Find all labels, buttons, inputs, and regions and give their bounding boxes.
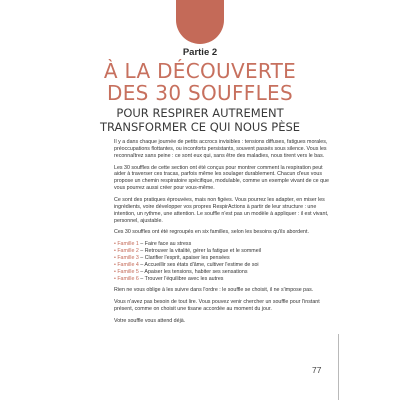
paragraph-practices: Ce sont des pratiques éprouvées, mais non figées. Vous pourrez les adapter, en miser les ingrédients, voire développer vos propres RespirActions à partir de leur structure : une intention, un rythme, une attention. Le souffle n'est pas un modèle à appliquer : il est vivant, personnel, ajustable. bbox=[114, 196, 329, 224]
family-text: – Clarifier l'esprit, apaiser les pensées bbox=[138, 254, 230, 261]
family-item bbox=[114, 269, 330, 276]
paragraph-section: Les 30 souffles de cette section ont été conçus pour montrer comment la respiration peut aider à traverser ces tracas, parfois même les soulager durablement. Chacun d'eux vous propose un chemin respiratoire spécifique, modulable, comme un exemple vivant de ce que vous pourrez aussi créer pour vous-même. bbox=[114, 164, 329, 192]
paragraph-order: Rien ne vous oblige à les suivre dans l'ordre : le souffle se choisit, il ne s'impose pas. bbox=[114, 287, 314, 294]
margin-rule bbox=[338, 334, 339, 400]
family-text: – Retrouver la vitalité, gérer la fatigue et le sommeil bbox=[138, 247, 262, 254]
family-item bbox=[114, 255, 330, 262]
part-label: Partie 2 bbox=[182, 47, 218, 58]
family-label: • Famille 4 bbox=[114, 261, 139, 268]
body-text bbox=[114, 139, 330, 329]
family-item bbox=[114, 241, 330, 248]
chapter-tab bbox=[176, 0, 224, 44]
family-label: • Famille 2 bbox=[114, 247, 139, 254]
family-item bbox=[114, 276, 330, 283]
family-label: • Famille 5 bbox=[114, 268, 139, 275]
subtitle-line-1: POUR RESPIRER AUTREMENT bbox=[116, 106, 284, 120]
paragraph-families-intro: Ces 30 souffles ont été regroupés en six familles, selon les besoins qu'ils abordent. bbox=[114, 229, 309, 236]
family-text: – Trouver l'équilibre avec les autres bbox=[138, 275, 224, 282]
family-label: • Famille 3 bbox=[114, 254, 139, 261]
page-number: 77 bbox=[312, 365, 322, 375]
family-text: – Apaiser les tensions, habiter ses sensations bbox=[138, 268, 248, 275]
family-item bbox=[114, 262, 330, 269]
title-line-2: DES 30 SOUFFLES bbox=[107, 81, 293, 105]
subtitle-line-2: TRANSFORMER CE QUI NOUS PÈSE bbox=[99, 120, 301, 134]
paragraph-closing: Votre souffle vous attend déjà. bbox=[114, 317, 186, 324]
family-label: • Famille 6 bbox=[114, 275, 139, 282]
title-line-1: À LA DÉCOUVERTE bbox=[103, 59, 297, 83]
family-text: – Faire face au stress bbox=[138, 241, 192, 248]
family-item bbox=[114, 248, 330, 255]
family-text: – Accueillir ses états d'âme, cultiver l'estime de soi bbox=[138, 261, 259, 268]
paragraph-reading: Vous n'avez pas besoin de tout lire. Vous pouvez venir chercher un souffle pour l'instant présent, comme on choisit une tisane accordée au moment du jour. bbox=[114, 299, 320, 312]
families-list bbox=[114, 241, 330, 282]
family-label: • Famille 1 bbox=[114, 241, 139, 248]
paragraph-intro: Il y a dans chaque journée de petits accrocs invisibles : tensions diffuses, fatigues morales, préoccupations flottantes, ou inconforts persistants, souvent passés sous silence. Vous les reconnaîtrez sans peine : ce sont eux qui, sans être des maladies, nous tirent vers le bas. bbox=[114, 139, 328, 159]
